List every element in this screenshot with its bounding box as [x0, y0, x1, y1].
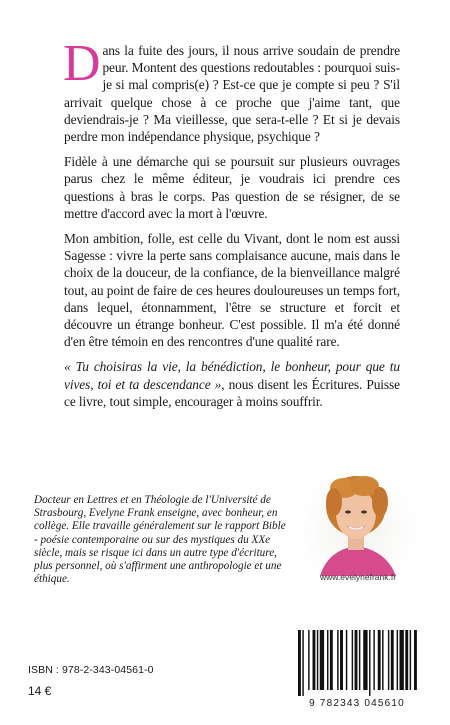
barcode-digits: 9 782343 045610: [309, 698, 405, 709]
paragraph-2: Fidèle à une démarche qui se poursuit sur plusieurs ouvrages parus chez le même éditeur, je voudrais ici prendre ces questions à bras le corps. Pas question de se résigner, de se mettre d'accord avec la mort à l'œuvre.: [64, 154, 400, 221]
price: 14 €: [28, 684, 52, 698]
barcode-bars: [292, 630, 422, 696]
author-photo: [298, 472, 416, 576]
paragraph-4-text: , nous disent les Écritures. Puisse ce livre, tout simple, encourager à moins souffrir.: [64, 376, 400, 409]
author-website: www.evelynefrank.fr: [320, 572, 397, 582]
paragraph-1: [63, 35, 400, 145]
author-bio: Docteur en Lettres et en Théologie de l'Université de Strasbourg, Evelyne Frank enseigne, avec bonheur, en collège. Elle travaille généralement sur le rapport Bible - poésie contemporaine ou sur des mystiques du XXe siècle, mais se risque ici dans un autre type d'écriture, plus personnel, où s'affirment une anthropologie et une éthique.: [34, 494, 286, 586]
drop-cap-letter: D: [63, 35, 101, 92]
isbn: ISBN : 978-2-343-04561-0: [28, 664, 154, 676]
paragraph-4: [64, 358, 400, 410]
paragraph-1-text: ans la fuite des jours, il nous arrive soudain de prendre peur. Montent des questions redoutables : pourquoi suis-je si mal compris(e) ? Est-ce que je compte si peu ? S'il arrivait quelque chose à ce proche que j'aime tant, que deviendrais-je ? Ma vieillesse, que sera-t-elle ? Et si je devais perdre mon indépendance physique, psychique ?: [64, 43, 400, 145]
blurb-text: [63, 35, 400, 418]
barcode: [292, 630, 422, 712]
author-portrait-image: [298, 472, 416, 576]
paragraph-3: Mon ambition, folle, est celle du Vivant, dont le nom est aussi Sagesse : vivre la perte sans complaisance aucune, mais dans le choix de la douceur, de la confiance, de la bienveillance malgré tout, au point de faire de ces heures douloureuses un temps fort, dans lequel, étonnamment, l'être se structure et forcit et découvre un étrange bonheur. C'est possible. Il m'a été donné d'en être témoin en des rencontres d'une qualité rare.: [64, 231, 400, 350]
scripture-quote: « Tu choisiras la vie, la bénédiction, le bonheur, pour que tu vives, toi et ta descendance »: [64, 359, 400, 392]
